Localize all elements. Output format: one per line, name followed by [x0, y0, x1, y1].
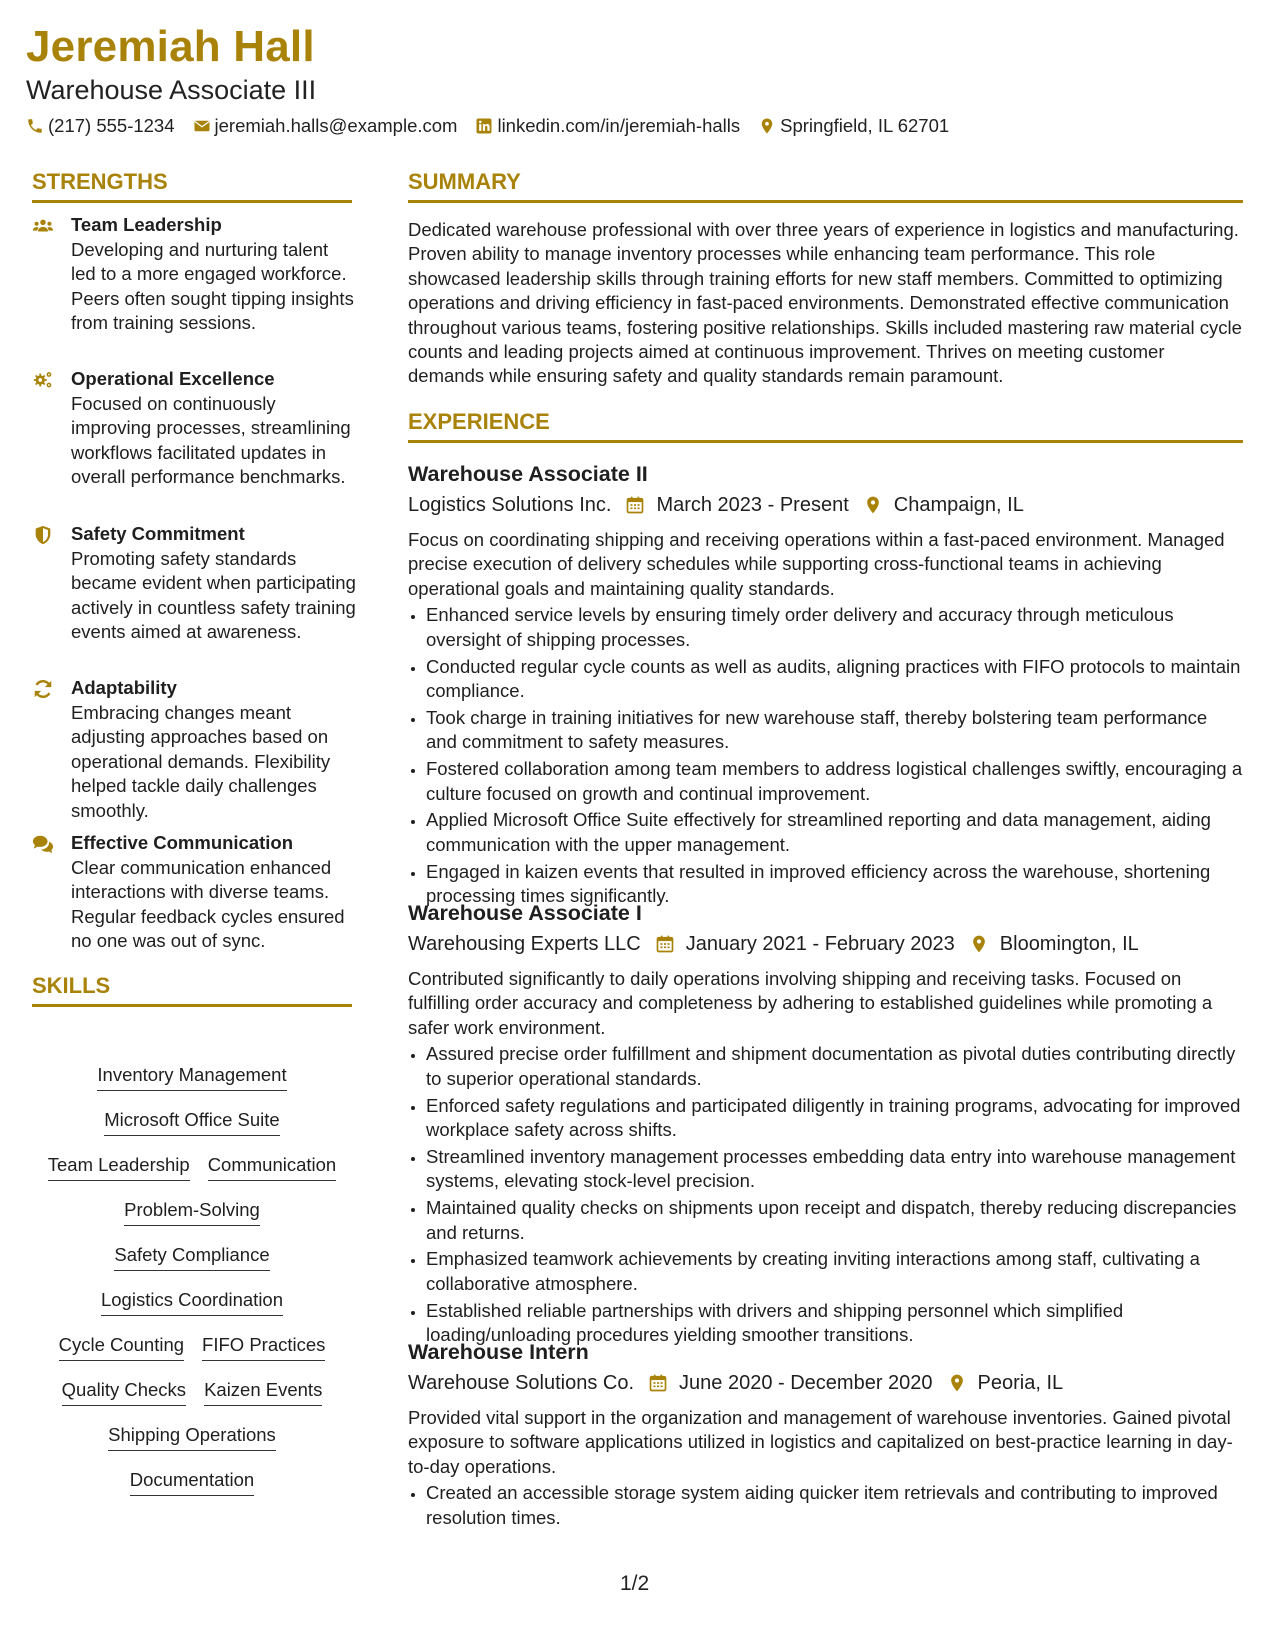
job-meta	[408, 1368, 1243, 1398]
gears-icon	[32, 369, 54, 391]
contact-linkedin[interactable]	[475, 115, 740, 137]
contact-bar	[26, 112, 967, 140]
strength-item	[32, 213, 352, 353]
job-bullet: • Enforced safety regulations and participated diligently in training programs, advocating for improved workplace safety across shifts.	[426, 1094, 1243, 1143]
sync-icon	[32, 678, 54, 700]
skill-tag: FIFO Practices	[202, 1333, 325, 1361]
job-bullet: • Engaged in kaizen events that resulted in improved efficiency across the warehouse, shortening processing times significantly.	[426, 860, 1243, 909]
job-description: Provided vital support in the organization and management of warehouse inventories. Gained pivotal exposure to software applications utilized in logistics and capitalized on best-practice learning in day-to-day operations.	[408, 1407, 1233, 1477]
summary-text: Dedicated warehouse professional with over three years of experience in logistics and manufacturing. Proven ability to manage inventory processes while enhancing team performance. This role showcased leadership skills through training efforts for new staff members. Committed to optimizing operations and driving efficiency in fast-paced environments. Demonstrated effective communication throughout various teams, fostering positive relationships. Skills included mastering raw material cycle counts and leading projects aimed at continuous improvement. Thrives on meeting customer demands while ensuring safety and quality standards remain paramount.	[408, 219, 1242, 387]
strength-title: Operational Excellence	[71, 368, 275, 389]
skills-heading: SKILLS	[32, 972, 352, 1007]
job-location: Peoria, IL	[977, 1372, 1064, 1394]
candidate-title: Warehouse Associate III	[26, 75, 317, 105]
phone-text: (217) 555-1234	[48, 115, 175, 136]
skill-tag: Microsoft Office Suite	[104, 1108, 279, 1136]
strength-desc: Clear communication enhanced interactions with diverse teams. Regular feedback cycles ensured no one was out of sync.	[71, 857, 345, 952]
skill-tag: Communication	[208, 1153, 337, 1181]
job-bullet: • Conducted regular cycle counts as well as audits, aligning practices with FIFO protocols to maintain compliance.	[426, 655, 1243, 704]
strength-title: Effective Communication	[71, 832, 294, 853]
skill-tag: Inventory Management	[97, 1063, 286, 1091]
skill-tag: Shipping Operations	[108, 1423, 276, 1451]
skill-tag: Quality Checks	[62, 1378, 186, 1406]
job-title: Warehouse Intern	[408, 1340, 589, 1364]
job-location: Champaign, IL	[893, 494, 1024, 516]
skill-row	[32, 1243, 352, 1288]
skill-tag: Cycle Counting	[59, 1333, 184, 1361]
phone-icon	[26, 117, 44, 135]
skill-row	[32, 1153, 352, 1198]
contact-location	[758, 115, 949, 137]
shield-icon	[32, 524, 54, 546]
skill-row	[32, 1063, 352, 1108]
skill-tag: Team Leadership	[48, 1153, 190, 1181]
contact-email[interactable]	[193, 115, 458, 137]
strength-title: Team Leadership	[71, 214, 222, 235]
strength-item	[32, 676, 352, 821]
calendar-icon	[655, 934, 675, 954]
location-text: Springfield, IL 62701	[780, 115, 950, 136]
envelope-icon	[193, 117, 211, 135]
job-description: Contributed significantly to daily operations involving shipping and receiving tasks. Focused on fulfilling order accuracy and completeness by adhering to established guidelines while promoting a safer work environment.	[408, 968, 1213, 1038]
job-bullet: • Created an accessible storage system aiding quicker item retrievals and contributing to improved resolution times.	[426, 1481, 1243, 1530]
skill-row	[32, 1288, 352, 1333]
skill-row	[32, 1468, 352, 1513]
job-bullet: • Applied Microsoft Office Suite effectively for streamlined reporting and data management, aiding communication with the upper management.	[426, 808, 1243, 857]
skill-tag: Documentation	[130, 1468, 254, 1496]
linkedin-text: linkedin.com/in/jeremiah-halls	[497, 115, 741, 136]
map-marker-icon	[969, 934, 989, 954]
job-bullet: • Maintained quality checks on shipments upon receipt and dispatch, thereby reducing discrepancies and returns.	[426, 1196, 1243, 1245]
job-dates: June 2020 - December 2020	[679, 1372, 933, 1394]
skill-row	[32, 1108, 352, 1153]
skill-row	[32, 1378, 352, 1423]
company-name: Warehousing Experts LLC	[408, 933, 641, 955]
candidate-name: Jeremiah Hall	[26, 22, 315, 71]
skill-tag: Problem-Solving	[124, 1198, 260, 1226]
experience-heading: EXPERIENCE	[408, 408, 1243, 443]
job-entry	[408, 899, 1243, 1350]
job-entry	[408, 1338, 1243, 1533]
job-location: Bloomington, IL	[999, 933, 1139, 955]
job-bullet: • Streamlined inventory management processes embedding data entry into warehouse management systems, elevating stock-level precision.	[426, 1145, 1243, 1194]
skill-row	[32, 1333, 352, 1378]
strength-desc: Embracing changes meant adjusting approaches based on operational demands. Flexibility helped tackle daily challenges smoothly.	[71, 702, 331, 821]
job-dates: March 2023 - Present	[656, 494, 849, 516]
strength-item	[32, 522, 356, 662]
skill-tag: Logistics Coordination	[101, 1288, 283, 1316]
job-meta	[408, 490, 1243, 520]
map-marker-icon	[758, 117, 776, 135]
job-bullet: • Took charge in training initiatives for new warehouse staff, thereby bolstering team performance and commitment to safety measures.	[426, 706, 1243, 755]
skills-list	[32, 1063, 352, 1513]
strength-title: Safety Commitment	[71, 523, 245, 544]
job-title: Warehouse Associate II	[408, 462, 648, 486]
job-title: Warehouse Associate I	[408, 901, 642, 925]
job-bullet: • Emphasized teamwork achievements by creating inviting interactions among staff, cultivating a collaborative atmosphere.	[426, 1247, 1243, 1296]
company-name: Logistics Solutions Inc.	[408, 494, 612, 516]
job-description: Focus on coordinating shipping and receiving operations within a fast-paced environment. Managed precise execution of delivery schedules while supporting cross-functional teams in achieving operational goals and maintaining quality standards.	[408, 529, 1225, 599]
calendar-icon	[625, 495, 645, 515]
map-marker-icon	[863, 495, 883, 515]
contact-phone[interactable]	[26, 115, 175, 137]
job-bullet: • Assured precise order fulfillment and shipment documentation as pivotal duties contributing directly to superior operational standards.	[426, 1042, 1243, 1091]
page-number: 1/2	[620, 1572, 650, 1595]
email-text: jeremiah.halls@example.com	[214, 115, 458, 136]
users-icon	[32, 215, 54, 237]
job-entry	[408, 460, 1243, 911]
company-name: Warehouse Solutions Co.	[408, 1372, 635, 1394]
strengths-heading: STRENGTHS	[32, 168, 352, 203]
skill-tag: Kaizen Events	[204, 1378, 322, 1406]
job-meta	[408, 929, 1243, 959]
job-bullets	[408, 1481, 1243, 1530]
job-bullets	[408, 1042, 1243, 1347]
strength-title: Adaptability	[71, 677, 177, 698]
strength-item	[32, 831, 352, 951]
strength-desc: Promoting safety standards became evident when participating actively in countless safety training events aimed at awareness.	[71, 548, 356, 643]
skill-tag: Safety Compliance	[114, 1243, 269, 1271]
skill-row	[32, 1423, 352, 1468]
strength-item	[32, 367, 352, 507]
linkedin-icon	[475, 117, 493, 135]
job-dates: January 2021 - February 2023	[685, 933, 955, 955]
strength-desc: Focused on continuously improving processes, streamlining workflows facilitated updates in overall performance benchmarks.	[71, 393, 351, 488]
map-marker-icon	[947, 1373, 967, 1393]
job-bullets	[408, 603, 1243, 908]
calendar-icon	[648, 1373, 668, 1393]
skill-row	[32, 1198, 352, 1243]
job-bullet: • Enhanced service levels by ensuring timely order delivery and accuracy through meticulous oversight of shipping processes.	[426, 603, 1243, 652]
summary-heading: SUMMARY	[408, 168, 1243, 203]
strength-desc: Developing and nurturing talent led to a more engaged workforce. Peers often sought tipping insights from training sessions.	[71, 239, 354, 334]
job-bullet: • Established reliable partnerships with drivers and shipping personnel which simplified loading/unloading procedures yielding smoother transitions.	[426, 1299, 1243, 1348]
comments-icon	[32, 833, 54, 855]
job-bullet: • Fostered collaboration among team members to address logistical challenges swiftly, encouraging a culture focused on growth and continual improvement.	[426, 757, 1243, 806]
